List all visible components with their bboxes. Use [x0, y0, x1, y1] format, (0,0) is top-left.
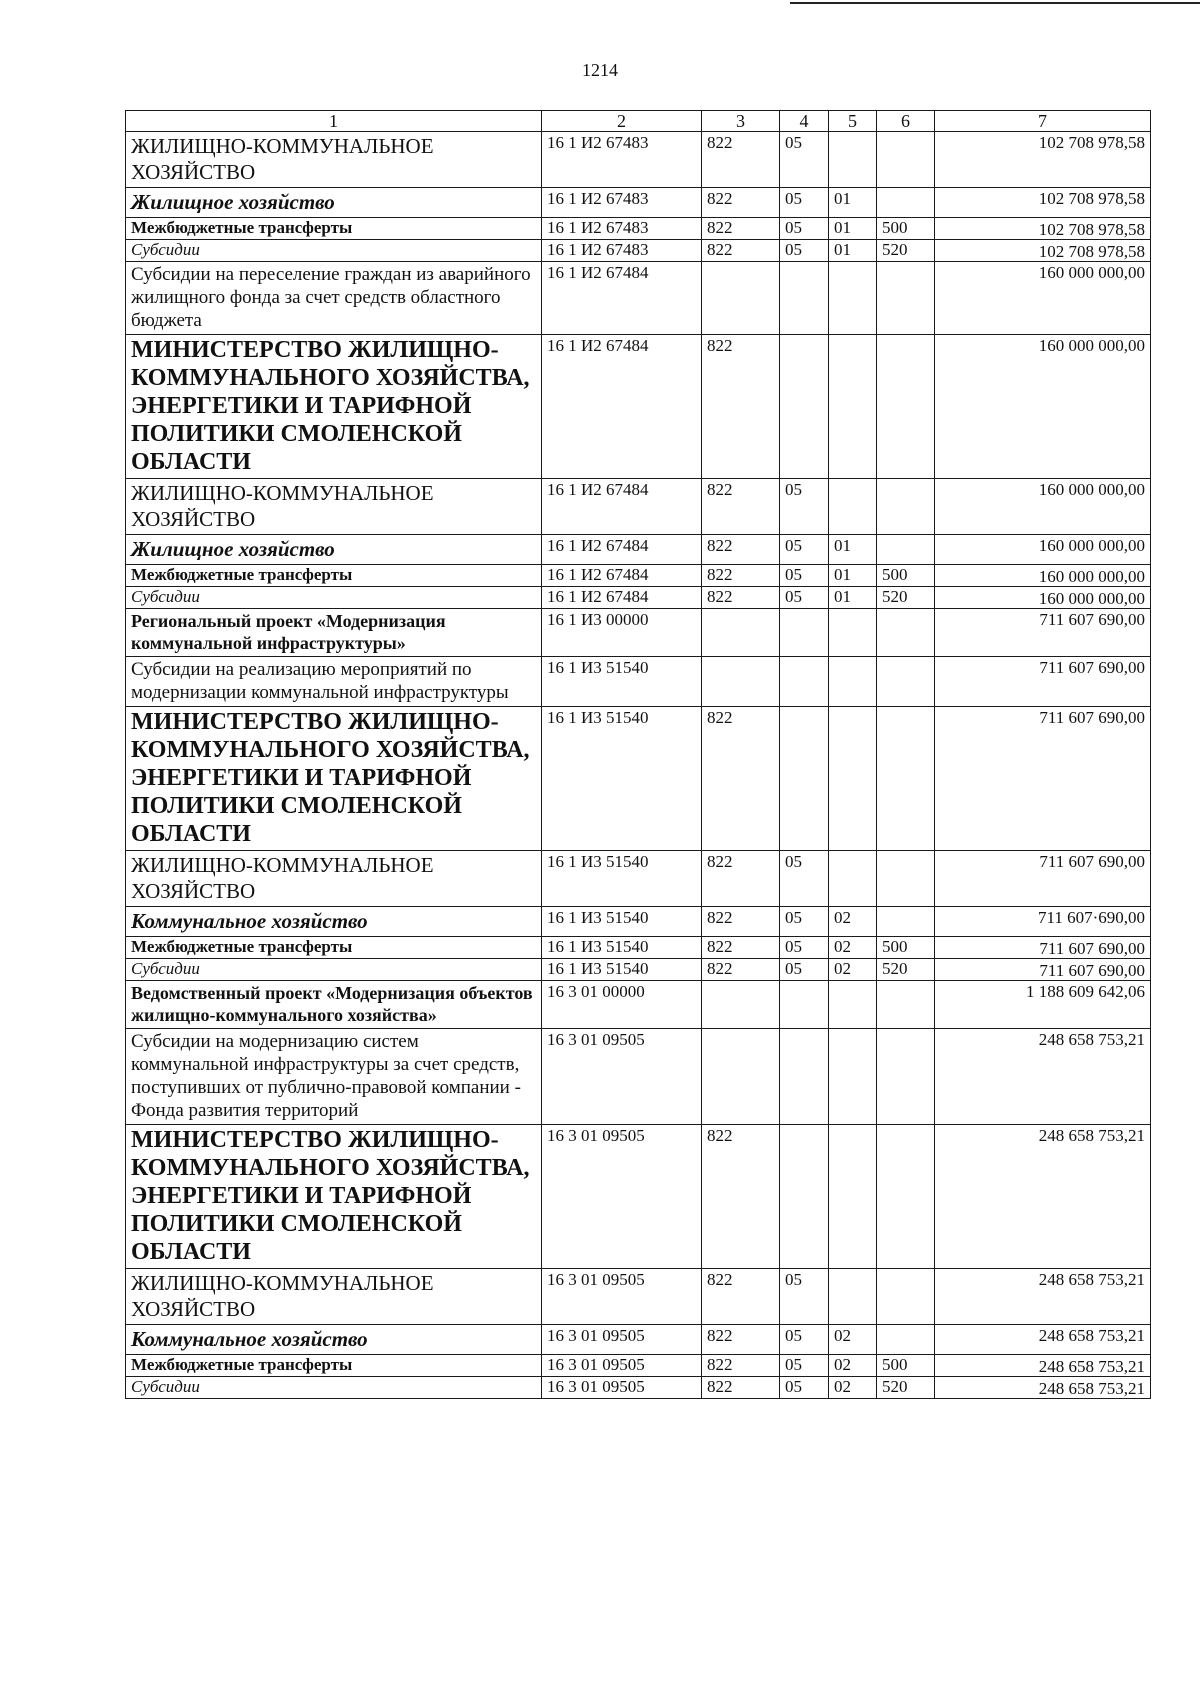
page-number: 1214 [582, 60, 618, 80]
amount-cell: 248 658 753,21 [935, 1269, 1151, 1325]
target-article-code-cell: 16 1 И2 67483 [542, 132, 702, 188]
target-article-code-cell: 16 1 И3 51540 [542, 937, 702, 959]
target-article-code-cell: 16 1 И3 51540 [542, 907, 702, 937]
ministry-code-cell: 822 [702, 1355, 780, 1377]
subsection-code-cell: 02 [829, 1377, 877, 1399]
amount-cell: 711 607·690,00 [935, 907, 1151, 937]
header-cell-1: 1 [126, 111, 542, 132]
budget-table [125, 110, 1151, 1399]
expense-type-code-cell [877, 262, 935, 335]
subsection-code-cell: 02 [829, 959, 877, 981]
subsection-code-cell: 02 [829, 937, 877, 959]
table-row [126, 981, 1151, 1029]
target-article-code-cell: 16 1 И2 67483 [542, 240, 702, 262]
header-cell-3: 3 [702, 111, 780, 132]
section-code-cell [780, 262, 829, 335]
table-row [126, 1269, 1151, 1325]
section-code-cell: 05 [780, 937, 829, 959]
table-row [126, 565, 1151, 587]
header-cell-4: 4 [780, 111, 829, 132]
section-code-cell: 05 [780, 1269, 829, 1325]
amount-cell: 1 188 609 642,06 [935, 981, 1151, 1029]
amount-cell: 248 658 753,21 [935, 1029, 1151, 1125]
subsection-code-cell: 02 [829, 907, 877, 937]
amount-cell: 711 607 690,00 [935, 937, 1151, 959]
item-name-cell: Коммунальное хозяйство [126, 907, 542, 937]
ministry-code-cell [702, 657, 780, 707]
table-row [126, 240, 1151, 262]
ministry-code-cell: 822 [702, 851, 780, 907]
ministry-code-cell: 822 [702, 132, 780, 188]
scan-top-line [790, 2, 1200, 4]
amount-cell: 102 708 978,58 [935, 240, 1151, 262]
item-name-cell: ЖИЛИЩНО-КОММУНАЛЬНОЕ ХОЗЯЙСТВО [126, 1269, 542, 1325]
target-article-code-cell: 16 3 01 09505 [542, 1325, 702, 1355]
item-name-cell: МИНИСТЕРСТВО ЖИЛИЩНО-КОММУНАЛЬНОГО ХОЗЯЙСТВА, ЭНЕРГЕТИКИ И ТАРИФНОЙ ПОЛИТИКИ СМОЛЕНСКОЙ ОБЛАСТИ [126, 335, 542, 479]
section-code-cell: 05 [780, 959, 829, 981]
target-article-code-cell: 16 1 И2 67484 [542, 535, 702, 565]
amount-cell: 102 708 978,58 [935, 218, 1151, 240]
target-article-code-cell: 16 1 И3 00000 [542, 609, 702, 657]
expense-type-code-cell: 500 [877, 1355, 935, 1377]
table-row [126, 1325, 1151, 1355]
amount-cell: 160 000 000,00 [935, 535, 1151, 565]
subsection-code-cell [829, 609, 877, 657]
item-name-cell: Субсидии на модернизацию систем коммунальной инфраструктуры за счет средств, поступивших от публично-правовой компании - Фонда развития территорий [126, 1029, 542, 1125]
ministry-code-cell: 822 [702, 959, 780, 981]
amount-cell: 711 607 690,00 [935, 657, 1151, 707]
subsection-code-cell [829, 479, 877, 535]
item-name-cell: Субсидии [126, 1377, 542, 1399]
subsection-code-cell [829, 657, 877, 707]
ministry-code-cell [702, 1029, 780, 1125]
table-row [126, 657, 1151, 707]
expense-type-code-cell [877, 1269, 935, 1325]
section-code-cell: 05 [780, 1355, 829, 1377]
amount-cell: 102 708 978,58 [935, 132, 1151, 188]
target-article-code-cell: 16 1 И3 51540 [542, 657, 702, 707]
target-article-code-cell: 16 1 И3 51540 [542, 707, 702, 851]
item-name-cell: ЖИЛИЩНО-КОММУНАЛЬНОЕ ХОЗЯЙСТВО [126, 132, 542, 188]
item-name-cell: Субсидии на реализацию мероприятий по модернизации коммунальной инфраструктуры [126, 657, 542, 707]
ministry-code-cell: 822 [702, 937, 780, 959]
table-row [126, 479, 1151, 535]
target-article-code-cell: 16 3 01 09505 [542, 1377, 702, 1399]
target-article-code-cell: 16 1 И2 67484 [542, 335, 702, 479]
section-code-cell: 05 [780, 587, 829, 609]
subsection-code-cell: 02 [829, 1325, 877, 1355]
item-name-cell: Жилищное хозяйство [126, 535, 542, 565]
table-row [126, 132, 1151, 188]
target-article-code-cell: 16 3 01 09505 [542, 1355, 702, 1377]
subsection-code-cell [829, 1029, 877, 1125]
subsection-code-cell [829, 981, 877, 1029]
table-row [126, 218, 1151, 240]
ministry-code-cell: 822 [702, 1325, 780, 1355]
table-row [126, 262, 1151, 335]
amount-cell: 248 658 753,21 [935, 1325, 1151, 1355]
amount-cell: 711 607 690,00 [935, 609, 1151, 657]
section-code-cell [780, 657, 829, 707]
ministry-code-cell [702, 981, 780, 1029]
ministry-code-cell: 822 [702, 335, 780, 479]
target-article-code-cell: 16 1 И3 51540 [542, 851, 702, 907]
section-code-cell: 05 [780, 132, 829, 188]
target-article-code-cell: 16 3 01 09505 [542, 1269, 702, 1325]
table-row [126, 1355, 1151, 1377]
ministry-code-cell: 822 [702, 479, 780, 535]
item-name-cell: Жилищное хозяйство [126, 188, 542, 218]
subsection-code-cell: 01 [829, 535, 877, 565]
target-article-code-cell: 16 3 01 09505 [542, 1125, 702, 1269]
expense-type-code-cell [877, 657, 935, 707]
subsection-code-cell [829, 132, 877, 188]
subsection-code-cell [829, 1125, 877, 1269]
expense-type-code-cell: 520 [877, 587, 935, 609]
target-article-code-cell: 16 3 01 00000 [542, 981, 702, 1029]
table-row [126, 535, 1151, 565]
section-code-cell: 05 [780, 535, 829, 565]
expense-type-code-cell: 520 [877, 959, 935, 981]
amount-cell: 102 708 978,58 [935, 188, 1151, 218]
ministry-code-cell: 822 [702, 1377, 780, 1399]
ministry-code-cell: 822 [702, 535, 780, 565]
section-code-cell: 05 [780, 479, 829, 535]
amount-cell: 160 000 000,00 [935, 262, 1151, 335]
table-row [126, 1377, 1151, 1399]
item-name-cell: Межбюджетные трансферты [126, 1355, 542, 1377]
item-name-cell: Коммунальное хозяйство [126, 1325, 542, 1355]
target-article-code-cell: 16 1 И2 67484 [542, 262, 702, 335]
ministry-code-cell: 822 [702, 1125, 780, 1269]
expense-type-code-cell [877, 851, 935, 907]
subsection-code-cell: 01 [829, 587, 877, 609]
section-code-cell: 05 [780, 188, 829, 218]
item-name-cell: Межбюджетные трансферты [126, 937, 542, 959]
item-name-cell: Региональный проект «Модернизация коммунальной инфраструктуры» [126, 609, 542, 657]
item-name-cell: Межбюджетные трансферты [126, 565, 542, 587]
amount-cell: 160 000 000,00 [935, 335, 1151, 479]
amount-cell: 248 658 753,21 [935, 1377, 1151, 1399]
table-row [126, 335, 1151, 479]
expense-type-code-cell [877, 188, 935, 218]
expense-type-code-cell [877, 1125, 935, 1269]
table-row [126, 851, 1151, 907]
amount-cell: 248 658 753,21 [935, 1355, 1151, 1377]
section-code-cell [780, 609, 829, 657]
target-article-code-cell: 16 1 И2 67483 [542, 218, 702, 240]
section-code-cell: 05 [780, 907, 829, 937]
section-code-cell: 05 [780, 565, 829, 587]
table-body [126, 111, 1151, 1399]
table-row [126, 907, 1151, 937]
expense-type-code-cell [877, 981, 935, 1029]
expense-type-code-cell [877, 335, 935, 479]
expense-type-code-cell: 500 [877, 937, 935, 959]
amount-cell: 711 607 690,00 [935, 959, 1151, 981]
ministry-code-cell [702, 609, 780, 657]
subsection-code-cell: 01 [829, 218, 877, 240]
table-row [126, 188, 1151, 218]
expense-type-code-cell [877, 132, 935, 188]
ministry-code-cell: 822 [702, 907, 780, 937]
table-row [126, 959, 1151, 981]
table-row [126, 609, 1151, 657]
ministry-code-cell: 822 [702, 587, 780, 609]
item-name-cell: Межбюджетные трансферты [126, 218, 542, 240]
header-cell-5: 5 [829, 111, 877, 132]
target-article-code-cell: 16 3 01 09505 [542, 1029, 702, 1125]
amount-cell: 160 000 000,00 [935, 479, 1151, 535]
header-cell-7: 7 [935, 111, 1151, 132]
expense-type-code-cell [877, 1029, 935, 1125]
section-code-cell [780, 981, 829, 1029]
expense-type-code-cell [877, 479, 935, 535]
subsection-code-cell [829, 262, 877, 335]
section-code-cell: 05 [780, 1377, 829, 1399]
section-code-cell [780, 707, 829, 851]
target-article-code-cell: 16 1 И2 67484 [542, 587, 702, 609]
table-row [126, 587, 1151, 609]
table-row [126, 937, 1151, 959]
subsection-code-cell: 01 [829, 188, 877, 218]
target-article-code-cell: 16 1 И3 51540 [542, 959, 702, 981]
section-code-cell: 05 [780, 1325, 829, 1355]
ministry-code-cell: 822 [702, 240, 780, 262]
section-code-cell [780, 1125, 829, 1269]
amount-cell: 711 607 690,00 [935, 851, 1151, 907]
expense-type-code-cell [877, 1325, 935, 1355]
amount-cell: 711 607 690,00 [935, 707, 1151, 851]
section-code-cell [780, 1029, 829, 1125]
section-code-cell: 05 [780, 240, 829, 262]
subsection-code-cell [829, 707, 877, 851]
expense-type-code-cell [877, 707, 935, 851]
section-code-cell: 05 [780, 851, 829, 907]
expense-type-code-cell: 520 [877, 1377, 935, 1399]
subsection-code-cell: 01 [829, 240, 877, 262]
item-name-cell: ЖИЛИЩНО-КОММУНАЛЬНОЕ ХОЗЯЙСТВО [126, 479, 542, 535]
section-code-cell [780, 335, 829, 479]
header-cell-2: 2 [542, 111, 702, 132]
amount-cell: 248 658 753,21 [935, 1125, 1151, 1269]
item-name-cell: МИНИСТЕРСТВО ЖИЛИЩНО-КОММУНАЛЬНОГО ХОЗЯЙСТВА, ЭНЕРГЕТИКИ И ТАРИФНОЙ ПОЛИТИКИ СМОЛЕНСКОЙ ОБЛАСТИ [126, 1125, 542, 1269]
expense-type-code-cell [877, 907, 935, 937]
ministry-code-cell: 822 [702, 188, 780, 218]
item-name-cell: МИНИСТЕРСТВО ЖИЛИЩНО-КОММУНАЛЬНОГО ХОЗЯЙСТВА, ЭНЕРГЕТИКИ И ТАРИФНОЙ ПОЛИТИКИ СМОЛЕНСКОЙ ОБЛАСТИ [126, 707, 542, 851]
expense-type-code-cell: 520 [877, 240, 935, 262]
target-article-code-cell: 16 1 И2 67484 [542, 565, 702, 587]
expense-type-code-cell [877, 535, 935, 565]
amount-cell: 160 000 000,00 [935, 587, 1151, 609]
item-name-cell: Ведомственный проект «Модернизация объектов жилищно-коммунального хозяйства» [126, 981, 542, 1029]
ministry-code-cell: 822 [702, 707, 780, 851]
item-name-cell: Субсидии [126, 240, 542, 262]
expense-type-code-cell: 500 [877, 565, 935, 587]
subsection-code-cell: 01 [829, 565, 877, 587]
table-row [126, 1125, 1151, 1269]
amount-cell: 160 000 000,00 [935, 565, 1151, 587]
ministry-code-cell: 822 [702, 565, 780, 587]
target-article-code-cell: 16 1 И2 67484 [542, 479, 702, 535]
header-cell-6: 6 [877, 111, 935, 132]
ministry-code-cell [702, 262, 780, 335]
item-name-cell: ЖИЛИЩНО-КОММУНАЛЬНОЕ ХОЗЯЙСТВО [126, 851, 542, 907]
ministry-code-cell: 822 [702, 218, 780, 240]
expense-type-code-cell [877, 609, 935, 657]
table-row [126, 707, 1151, 851]
subsection-code-cell [829, 335, 877, 479]
section-code-cell: 05 [780, 218, 829, 240]
ministry-code-cell: 822 [702, 1269, 780, 1325]
table-row [126, 1029, 1151, 1125]
subsection-code-cell: 02 [829, 1355, 877, 1377]
item-name-cell: Субсидии [126, 959, 542, 981]
subsection-code-cell [829, 851, 877, 907]
header-row [126, 111, 1151, 132]
expense-type-code-cell: 500 [877, 218, 935, 240]
item-name-cell: Субсидии на переселение граждан из аварийного жилищного фонда за счет средств областного бюджета [126, 262, 542, 335]
subsection-code-cell [829, 1269, 877, 1325]
item-name-cell: Субсидии [126, 587, 542, 609]
target-article-code-cell: 16 1 И2 67483 [542, 188, 702, 218]
